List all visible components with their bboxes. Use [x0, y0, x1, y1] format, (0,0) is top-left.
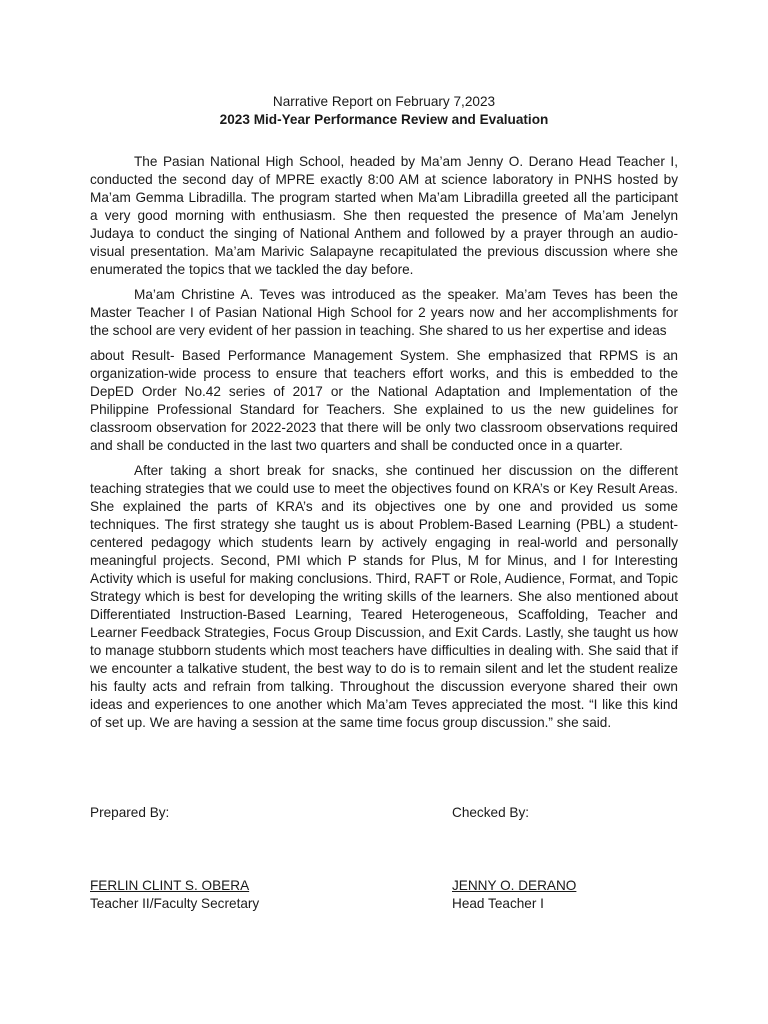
preparer-title: Teacher II/Faculty Secretary — [90, 896, 260, 911]
prepared-by-signatory — [90, 877, 259, 913]
checked-by-block — [452, 804, 529, 822]
checked-by-label: Checked By: — [452, 805, 530, 820]
report-title: 2023 Mid-Year Performance Review and Evaluation — [219, 112, 549, 127]
checker-title: Head Teacher I — [452, 896, 544, 911]
checker-name: JENNY O. DERANO — [452, 878, 577, 893]
paragraph-opening: The Pasian National High School, headed by Ma’am Jenny O. Derano Head Teacher I, conducted the second day of MPRE exactly 8:00 AM at science laboratory in PNHS hosted by Ma’am Gemma Libradilla. The program started when Ma’am Libradilla greeted all the participant a very good morning with enthusiasm. She then requested the presence of Ma’am Jenelyn Judaya to conduct the singing of National Anthem and followed by a prayer through an audio-visual presentation. Ma’am Marivic Salapayne recapitulated the previous discussion where she enumerated the topics that we tackled the day before. — [90, 154, 678, 277]
paragraph-rpms: about Result- Based Performance Management System. She emphasized that RPMS is an organization-wide process to ensure that teachers effort works, and this is embedded to the DepED Order No.42 series of 2017 or the National Adaptation and Implementation of the Philippine Professional Standard for Teachers. She explained to us the new guidelines for classroom observation for 2022-2023 that there will be only two classroom observations required and shall be conducted in the last two quarters and shall be conducted once in a quarter. — [90, 348, 678, 453]
report-body — [90, 153, 678, 739]
preparer-name: FERLIN CLINT S. OBERA — [90, 878, 250, 893]
prepared-by-label: Prepared By: — [90, 805, 170, 820]
checked-by-signatory — [452, 877, 576, 913]
report-header — [0, 93, 768, 129]
paragraph-speaker: Ma’am Christine A. Teves was introduced as the speaker. Ma’am Teves has been the Master Teacher I of Pasian National High School for 2 years now and her accomplishments for the school are very evident of her passion in teaching. She shared to us her expertise and ideas — [90, 287, 678, 338]
report-date-line: Narrative Report on February 7,2023 — [272, 94, 496, 109]
paragraph-strategies: After taking a short break for snacks, she continued her discussion on the different teaching strategies that we could use to meet the objectives found on KRA’s or Key Result Areas. She explained the parts of KRA’s and its objectives one by one and provided us some techniques. The first strategy she taught us is about Problem-Based Learning (PBL) a student-centered pedagogy which students learn by actively engaging in real-world and personally meaningful projects. Second, PMI which P stands for Plus, M for Minus, and I for Interesting Activity which is useful for making conclusions. Third, RAFT or Role, Audience, Format, and Topic Strategy which is best for developing the writing skills of the learners. She also mentioned about Differentiated Instruction-Based Learning, Teared Heterogeneous, Scaffolding, Teacher and Learner Feedback Strategies, Focus Group Discussion, and Exit Cards. Lastly, she taught us how to manage stubborn students which most teachers have difficulties in dealing with. She said that if we encounter a talkative student, the best way to do is to remain silent and let the student realize his faulty acts and refrain from talking. Throughout the discussion everyone shared their own ideas and experiences to one another which Ma’am Teves appreciated the most. “I like this kind of set up. We are having a session at the same time focus group discussion.” she said. — [90, 463, 678, 730]
prepared-by-block — [90, 804, 169, 822]
